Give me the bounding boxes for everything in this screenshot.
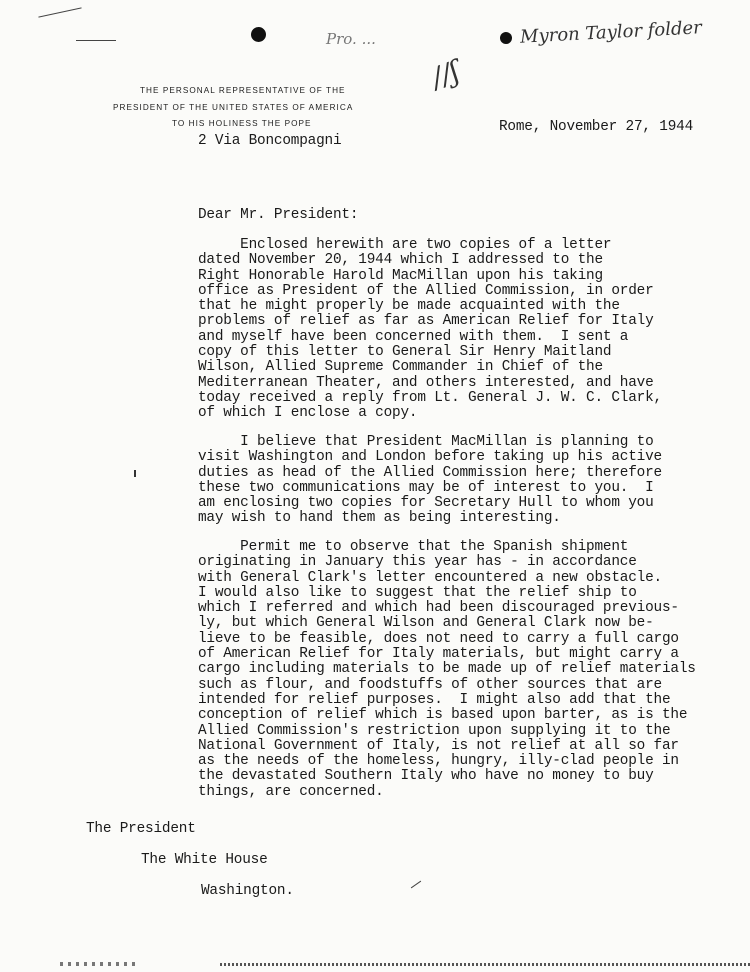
text-line: Enclosed herewith are two copies of a letter xyxy=(198,237,612,253)
text-line: copy of this letter to General Sir Henry Maitland xyxy=(198,344,612,361)
punch-dot xyxy=(251,27,266,42)
paragraph-3 xyxy=(198,540,696,800)
text-line: am enclosing two copies for Secretary Hull to whom you xyxy=(198,495,654,512)
salutation: Dear Mr. President: xyxy=(198,207,359,223)
text-line: things, are concerned. xyxy=(198,783,384,800)
text-line: with General Clark's letter encountered a new obstacle. xyxy=(198,569,662,586)
letterhead-line-1: THE PERSONAL REPRESENTATIVE OF THE xyxy=(140,86,346,95)
address-line-3: Washington. xyxy=(201,883,294,899)
text-line: I would also like to suggest that the relief ship to xyxy=(198,584,637,601)
text-line: Mediterranean Theater, and others interested, and have xyxy=(198,374,654,391)
text-line: ly, but which General Wilson and General Clark now be- xyxy=(198,615,654,632)
text-line: today received a reply from Lt. General J. W. C. Clark, xyxy=(198,389,662,406)
text-line: duties as head of the Allied Commission here; therefore xyxy=(198,464,662,481)
text-line: Right Honorable Harold MacMillan upon his taking xyxy=(198,267,603,284)
scan-edge xyxy=(220,963,750,966)
handwritten-margin-mark: ∕∕ʃ xyxy=(427,54,464,95)
address-line-2: The White House xyxy=(141,852,268,868)
address-line-1: The President xyxy=(86,821,196,837)
text-line: as the needs of the homeless, hungry, illy-clad people in xyxy=(198,753,679,770)
text-line: of which I enclose a copy. xyxy=(198,405,418,422)
text-line: visit Washington and London before taking up his active xyxy=(198,449,662,466)
margin-speck xyxy=(134,470,136,477)
text-line: cargo including materials to be made up of relief materials xyxy=(198,661,696,678)
paragraph-2 xyxy=(198,435,662,527)
text-line: problems of relief as far as American Relief for Italy xyxy=(198,313,654,330)
text-line: National Government of Italy, is not relief at all so far xyxy=(198,737,679,754)
scratch-mark xyxy=(38,7,81,17)
text-line: dated November 20, 1944 which I addressed to the xyxy=(198,252,603,269)
text-line: intended for relief purposes. I might also add that the xyxy=(198,691,671,708)
scan-edge xyxy=(60,962,140,966)
text-line: office as President of the Allied Commission, in order xyxy=(198,282,654,299)
text-line: which I referred and which had been discouraged previous- xyxy=(198,600,679,617)
date-line: Rome, November 27, 1944 xyxy=(499,119,694,135)
text-line: of American Relief for Italy materials, but might carry a xyxy=(198,646,679,663)
letterhead-line-3: TO HIS HOLINESS THE POPE xyxy=(172,119,312,128)
text-line: Wilson, Allied Supreme Commander in Chief of the xyxy=(198,359,603,376)
text-line: these two communications may be of interest to you. I xyxy=(198,479,654,496)
handwritten-scrawl: Pro. ... xyxy=(326,30,376,48)
pen-tick xyxy=(411,881,421,889)
text-line: the devastated Southern Italy who have no money to buy xyxy=(198,768,654,785)
text-line: originating in January this year has - in accordance xyxy=(198,554,637,571)
text-line: that he might properly be made acquainted with the xyxy=(198,298,620,315)
text-line: conception of relief which is based upon barter, as is the xyxy=(198,707,688,724)
text-line: lieve to be feasible, does not need to carry a full cargo xyxy=(198,630,679,647)
handwritten-note: Myron Taylor folder xyxy=(519,17,703,48)
scratch-mark xyxy=(76,40,116,41)
text-line: Allied Commission's restriction upon supplying it to the xyxy=(198,722,671,739)
text-line: and myself have been concerned with them. I sent a xyxy=(198,328,629,345)
punch-dot xyxy=(500,32,512,44)
text-line: I believe that President MacMillan is planning to xyxy=(198,434,654,450)
paragraph-1 xyxy=(198,238,662,422)
text-line: Permit me to observe that the Spanish shipment xyxy=(198,539,629,555)
letterhead-address: 2 Via Boncompagni xyxy=(198,133,342,149)
text-line: may wish to hand them as being interesting. xyxy=(198,510,561,527)
text-line: such as flour, and foodstuffs of other sources that are xyxy=(198,676,662,693)
letterhead-line-2: PRESIDENT OF THE UNITED STATES OF AMERICA xyxy=(113,103,354,112)
